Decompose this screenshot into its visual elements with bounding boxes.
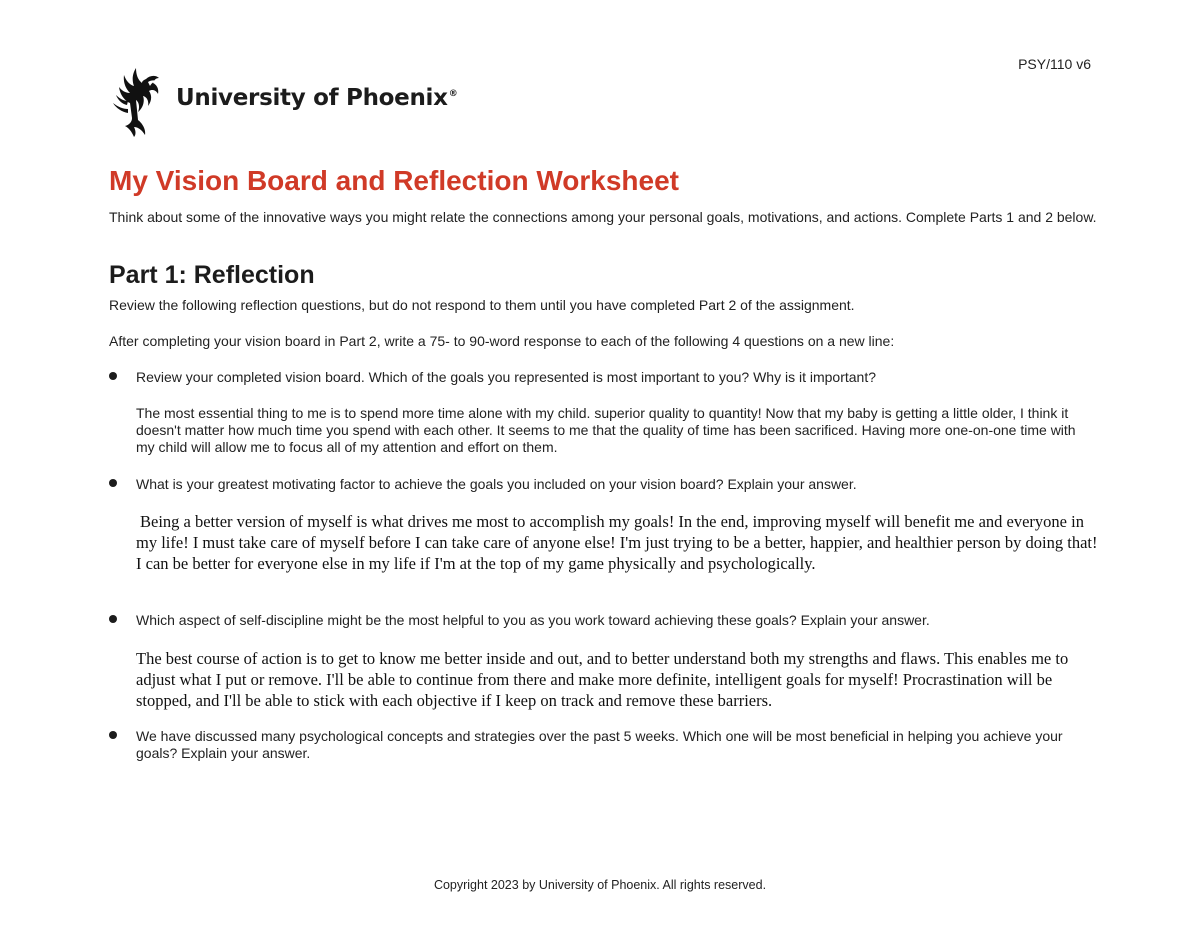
university-logo bbox=[110, 64, 457, 138]
question-4: We have discussed many psychological concepts and strategies over the past 5 weeks. Which one will be most beneficial in helping you achieve your goals? Explain your answer. bbox=[136, 728, 1063, 761]
bullet-dot-icon bbox=[109, 372, 117, 380]
question-2: What is your greatest motivating factor to achieve the goals you included on your vision board? Explain your answer. bbox=[136, 476, 857, 492]
phoenix-bird-logo-icon bbox=[110, 65, 170, 137]
bullet-dot-icon bbox=[109, 615, 117, 623]
page-title: My Vision Board and Reflection Worksheet bbox=[109, 165, 679, 196]
bullet-dot-icon bbox=[109, 731, 117, 739]
logo-wordmark bbox=[176, 85, 457, 111]
copyright-footer: Copyright 2023 by University of Phoenix. All rights reserved. bbox=[433, 878, 767, 892]
answer-2: Being a better version of myself is what drives me most to accomplish my goals! In the end, improving myself will benefit me and everyone in my life! I must take care of myself before I can take care of anyone else! I'm just trying to be a better, happier, and healthier person by doing that! I can be better for everyone else in my life if I'm at the top of my game physically and psychologically. bbox=[136, 512, 1098, 573]
answer-1: The most essential thing to me is to spend more time alone with my child. superior quality to quantity! Now that my baby is getting a little older, I think it doesn't matter how much time you spend with each other. It seems to me that the quality of time has been sacrificed. Having more one-on-one time with my child will allow me to focus all of my attention and effort on them. bbox=[136, 405, 1076, 455]
question-1: Review your completed vision board. Which of the goals you represented is most important to you? Why is it important? bbox=[136, 369, 877, 385]
part1-heading: Part 1: Reflection bbox=[109, 261, 315, 289]
question-3: Which aspect of self-discipline might be the most helpful to you as you work toward achieving these goals? Explain your answer. bbox=[136, 612, 930, 628]
intro-paragraph: Think about some of the innovative ways you might relate the connections among your personal goals, motivations, and actions. Complete Parts 1 and 2 below. bbox=[109, 209, 1097, 225]
part1-word-count-instructions: After completing your vision board in Part 2, write a 75- to 90-word response to each of the following 4 questions on a new line: bbox=[109, 333, 895, 349]
answer-3: The best course of action is to get to know me better inside and out, and to better understand both my strengths and flaws. This enables me to adjust what I put or remove. I'll be able to continue from there and make more definite, intelligent goals for myself! Procrastination will be stopped, and I'll be able to stick with each objective if I keep on track and remove these barriers. bbox=[136, 649, 1069, 710]
part1-instructions: Review the following reflection questions, but do not respond to them until you have completed Part 2 of the assignment. bbox=[109, 297, 855, 313]
logo-text: University of Phoenix bbox=[176, 85, 448, 111]
registered-mark: ® bbox=[448, 89, 458, 99]
bullet-dot-icon bbox=[109, 479, 117, 487]
course-code: PSY/110 v6 bbox=[1018, 56, 1091, 72]
